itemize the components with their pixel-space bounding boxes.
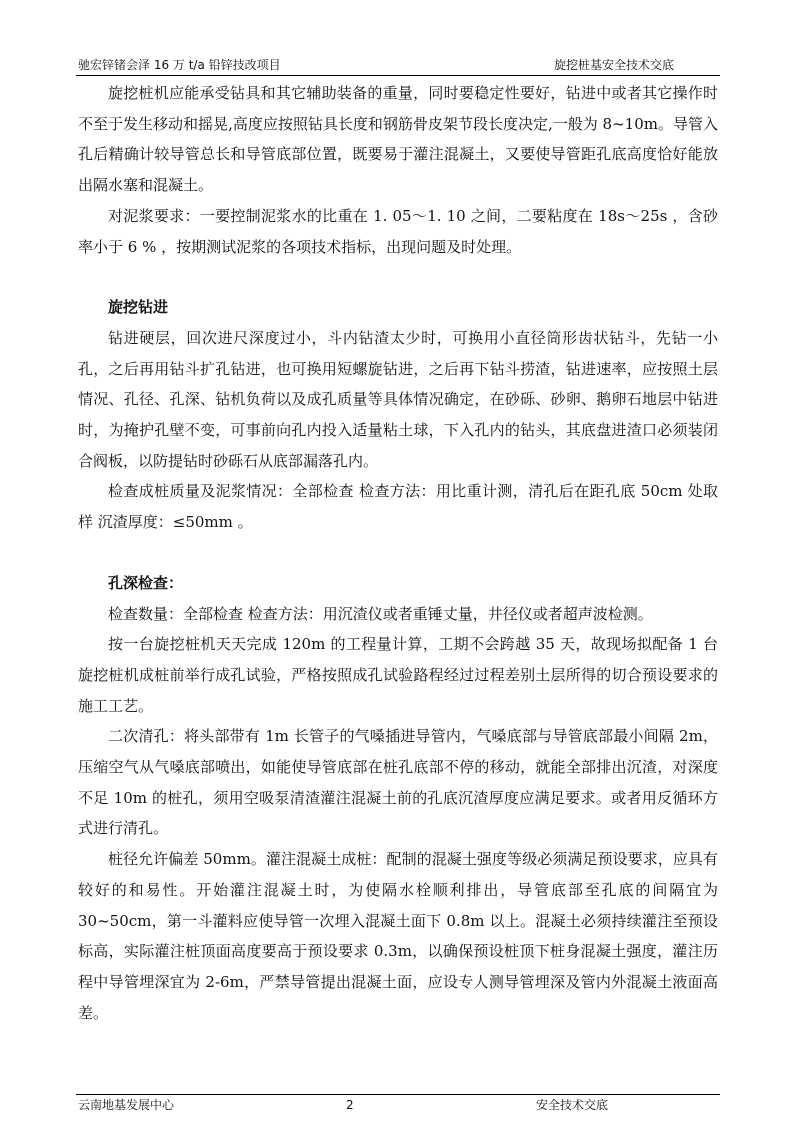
paragraph-pile-quality-check: 检查成桩质量及泥浆情况：全部检查 检查方法：用比重计测，清孔后在距孔底 50cm 处取样 沉渣厚度：≤50mm 。: [78, 482, 718, 532]
section-heading-rotary-drilling: 旋挖钻进: [108, 298, 169, 317]
header-divider: [76, 75, 720, 76]
paragraph-mud-requirements: 对泥浆要求：一要控制泥浆水的比重在 1. 05～1. 10 之间，二要粘度在 18s～25s ，含砂率小于 6 % ，按期测试泥浆的各项技术指标，出现问题及时处理。: [78, 206, 718, 256]
header-document-title: 旋挖桩基安全技术交底: [553, 58, 674, 72]
footer-divider: [76, 1094, 720, 1095]
paragraph-rig-requirements: 旋挖桩机应能承受钻具和其它辅助装备的重量，同时要稳定性要好，钻进中或者其它操作时不至于发生移动和摇晃,高度应按照钻具长度和钢筋骨皮架节段长度决定,一般为 8~10m。导管入孔后精确计较导管总长和导管底部位置，既要易于灌注混凝土，又要使导管距孔底高度恰好能放出隔水塞和混凝土。: [78, 84, 718, 195]
page-header: [78, 55, 718, 75]
paragraph-concrete-pouring: 桩径允许偏差 50mm。灌注混凝土成桩：配制的混凝土强度等级必须满足预设要求，应具有较好的和易性。开始灌注混凝土时，为使隔水栓顺利排出，导管底部至孔底的间隔宜为 30~50cm，第一斗灌料应使导管一次埋入混凝土面下 0.8m 以上。混凝土必须持续灌注至预设标高，实际灌注桩顶面高度要高于预设要求 0.3m，以确保预设桩顶下桩身混凝土强度，灌注历程中导管埋深宜为 2-6m，严禁导管提出混凝土面，应设专人测导管埋深及管内外混凝土液面高差。: [78, 850, 718, 1022]
document-body: [78, 78, 718, 1028]
page-footer: [78, 1096, 718, 1114]
paragraph-schedule: 按一台旋挖桩机天天完成 120m 的工程量计算，工期不会跨越 35 天，故现场拟配备 1 台旋挖桩机成桩前举行成孔试验，严格按照成孔试验路程经过过程差别土层所得的切合预设要求的施工工艺。: [78, 635, 718, 715]
header-project-name: 驰宏锌锗会泽 16 万 t/a 铅锌技改项目: [78, 58, 281, 72]
paragraph-secondary-cleaning: 二次清孔：将头部带有 1m 长管子的气嗓插进导管内，气嗓底部与导管底部最小间隔 2m，压缩空气从气嗓底部喷出，如能使导管底部在桩孔底部不停的移动，就能全部排出沉渣，对深度不足 10m 的桩孔，须用空吸泵清渣灌注混凝土前的孔底沉渣厚度应满足要求。或者用反循环方式进行清孔。: [78, 727, 718, 838]
paragraph-drilling-hard-layer: 钻进硬层，回次进尺深度过小，斗内钻渣太少时，可换用小直径筒形齿状钻斗，先钻一小孔，之后再用钻斗扩孔钻进，也可换用短螺旋钻进，之后再下钻斗捞渣，钻进速率，应按照土层情况、孔径、孔深、钻机负荷以及成孔质量等具体情况确定，在砂砾、砂卵、鹅卵石地层中钻进时，为掩护孔壁不变，可事前向孔内投入适量粘土球，下入孔内的钻头，其底盘进渣口必须装闭合阀板，以防提钻时砂砾石从底部漏落孔内。: [78, 328, 718, 470]
section-heading-hole-depth-check: 孔深检查：: [108, 573, 184, 592]
spacer: [78, 262, 718, 292]
footer-organization: 云南地基发展中心: [78, 1098, 175, 1112]
paragraph-inspection-quantity: 检查数量：全部检查 检查方法：用沉渣仪或者重锤丈量，井径仪或者超声波检测。: [108, 604, 653, 623]
page-number: 2: [346, 1098, 354, 1112]
footer-document-type: 安全技术交底: [536, 1098, 609, 1112]
spacer: [78, 538, 718, 568]
